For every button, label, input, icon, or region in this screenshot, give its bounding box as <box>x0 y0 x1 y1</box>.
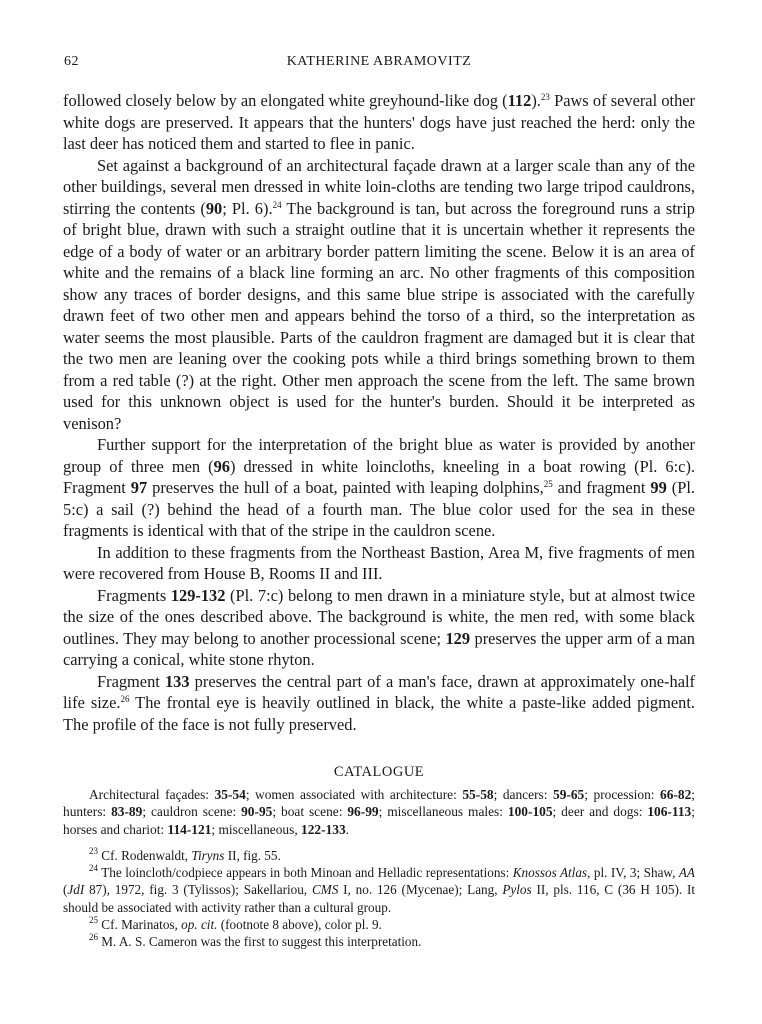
body-text <box>63 90 695 735</box>
text-segment: 96-99 <box>347 804 379 820</box>
catalogue-section <box>63 786 695 838</box>
text-segment: 97 <box>130 478 148 497</box>
text-segment: CMS <box>311 882 339 898</box>
text-segment: 90-95 <box>241 804 273 820</box>
footnote-ref: 25 <box>543 479 553 489</box>
text-segment: Fragments <box>97 585 171 605</box>
footnote-ref: 25 <box>89 914 98 925</box>
text-segment: Tiryns <box>191 848 225 863</box>
text-segment: preserves the hull of a boat, painted with leaping dolphins, <box>147 478 544 497</box>
text-segment: 83-89 <box>111 804 143 820</box>
text-segment: Architectural façades: <box>89 787 215 802</box>
text-segment: 87), 1972, fig. 3 (Tylissos); Sakellariou, <box>84 882 312 898</box>
footnote-25 <box>63 916 695 933</box>
text-segment: The frontal eye is heavily outlined in black, the white a paste-like added pigment. The profile of the face is not fully preserved. <box>63 693 695 734</box>
footnote-ref: 23 <box>89 846 98 856</box>
text-segment: ) dressed in white loincloths, kneeling in a boat rowing (Pl. 6:c). Fragment <box>63 456 696 497</box>
text-segment: ; miscellaneous males: <box>378 804 508 820</box>
text-segment: I, no. 126 (Mycenae); Lang, <box>338 882 503 898</box>
footnotes <box>63 847 695 950</box>
text-segment: ; horses and chariot: <box>63 804 695 837</box>
text-segment: 129 <box>445 628 471 648</box>
text-segment: Further support for the interpretation of the bright blue as water is provided by another group of three men ( <box>63 435 695 476</box>
text-segment: ). <box>531 91 541 110</box>
running-head: KATHERINE ABRAMOVITZ <box>286 54 472 69</box>
text-segment: 114-121 <box>167 821 212 837</box>
text-segment: 106-113 <box>647 804 692 820</box>
text-segment: 129-132 <box>170 585 226 605</box>
footnote-ref: 24 <box>89 863 98 874</box>
text-segment: 99 <box>650 478 667 497</box>
text-segment: 90 <box>205 198 223 218</box>
paragraph-6 <box>63 671 695 736</box>
text-segment: The loincloth/codpiece appears in both Minoan and Helladic representations: <box>98 865 513 881</box>
catalogue-text <box>63 786 695 838</box>
text-segment: ; women associated with architecture: <box>245 787 463 802</box>
text-segment: ; miscellaneous, <box>211 821 302 837</box>
text-segment: II, pls. 116, C (36 H 105). It should be associated with activity rather than a cultural group. <box>63 882 696 915</box>
text-segment: (Pl. 7:c) belong to men drawn in a miniature style, but at almost twice the size of the ones described above. The background is white, the men red, with some black outlines. They may belong to another processional scene; <box>63 585 696 648</box>
paragraph-1 <box>63 90 695 155</box>
page-header <box>64 54 694 74</box>
text-segment: 59-65 <box>553 787 585 802</box>
text-segment: 96 <box>213 456 230 476</box>
paragraph-4 <box>63 542 695 585</box>
paragraph-2 <box>63 155 695 435</box>
text-segment: 66-82 <box>660 787 692 802</box>
text-segment: 100-105 <box>507 804 553 820</box>
text-segment: pl. IV, 3; Shaw, <box>590 865 679 881</box>
catalogue-heading: CATALOGUE <box>333 764 425 780</box>
footnote-24 <box>63 864 695 916</box>
text-segment: Fragment <box>97 671 165 691</box>
text-segment: ; procession: <box>584 787 661 802</box>
text-segment: and fragment <box>552 478 651 497</box>
text-segment: 35-54 <box>214 787 246 802</box>
page-number: 62 <box>64 54 79 69</box>
text-segment: preserves the central part of a man's face, drawn at approximately one-half life size. <box>63 671 695 712</box>
paragraph-3 <box>63 434 695 542</box>
text-segment: AA <box>678 865 695 881</box>
text-segment: ; Pl. 6). <box>222 198 273 218</box>
footnote-26 <box>63 933 695 950</box>
footnote-ref: 23 <box>540 92 550 102</box>
footnote-ref: 26 <box>89 932 98 943</box>
text-segment: Cf. Rodenwaldt, <box>98 848 192 863</box>
text-segment: ; dancers: <box>493 787 553 802</box>
text-segment: ( <box>63 882 68 898</box>
text-segment: In addition to these fragments from the Northeast Bastion, Area M, five fragments of men were recovered from House B, Rooms II and III. <box>63 542 695 583</box>
text-segment: 122-133 <box>301 821 346 837</box>
text-segment: Set against a background of an architectural façade drawn at a larger scale than any of the other buildings, several men dressed in white loin-cloths are tending two large tripod cauldrons, stirring the contents ( <box>63 155 695 218</box>
footnote-23 <box>63 847 695 864</box>
text-segment: Cf. Marinatos, <box>98 916 182 932</box>
text-segment: followed closely below by an elongated white greyhound-like dog ( <box>63 91 508 110</box>
paragraph-5 <box>63 585 695 671</box>
text-segment: (Pl. 5:c) a sail (?) behind the head of a fourth man. The blue color used for the sea in these fragments is identical with that of the stripe in the cauldron scene. <box>63 478 696 540</box>
text-segment: ; cauldron scene: <box>142 804 242 820</box>
text-segment: (footnote 8 above), color pl. 9. <box>217 916 382 932</box>
text-segment: ; boat scene: <box>272 804 348 820</box>
text-segment: 133 <box>164 671 190 691</box>
text-segment: Pylos <box>502 882 532 898</box>
text-segment: II, fig. 55. <box>224 848 281 863</box>
text-segment: op. cit. <box>181 916 218 932</box>
text-segment: Paws of several other white dogs are preserved. It appears that the hunters' dogs have just reached the herd: only the last deer has noticed them and started to flee in panic. <box>63 91 695 153</box>
footnote-ref: 24 <box>272 199 282 210</box>
text-segment: The background is tan, but across the foreground runs a strip of bright blue, drawn with such a straight outline that it is uncertain whether it represents the edge of a body of water or an arbitrary border pattern limiting the scene. Below it is an area of white and the remains of a black line forming an arc. No other fragments of this composition show any traces of border designs, and this same blue stripe is associated with the carefully drawn feet of two other men and appears behind the torso of a third, so the interpretation as water seems the most plausible. Parts of the cauldron fragment are damaged but it is clear that the two men are leaning over the cooking pots while a third brings something brown to them from a red table (?) at the right. Other men approach the scene from the left. The same brown used for this unknown object is used for the hunter's burden. Should it be interpreted as venison? <box>63 198 695 433</box>
text-segment: ; hunters: <box>63 787 696 820</box>
footnote-ref: 26 <box>120 694 130 704</box>
text-segment: . <box>345 821 350 837</box>
text-segment: JdI <box>67 882 85 898</box>
text-segment: 55-58 <box>462 787 494 802</box>
text-segment: Knossos Atlas, <box>512 865 591 881</box>
text-segment: ; deer and dogs: <box>552 804 648 820</box>
text-segment: 112 <box>507 91 532 110</box>
text-segment: preserves the upper arm of a man carrying a conical, white stone rhyton. <box>63 628 695 669</box>
text-segment: M. A. S. Cameron was the first to suggest this interpretation. <box>98 934 422 950</box>
